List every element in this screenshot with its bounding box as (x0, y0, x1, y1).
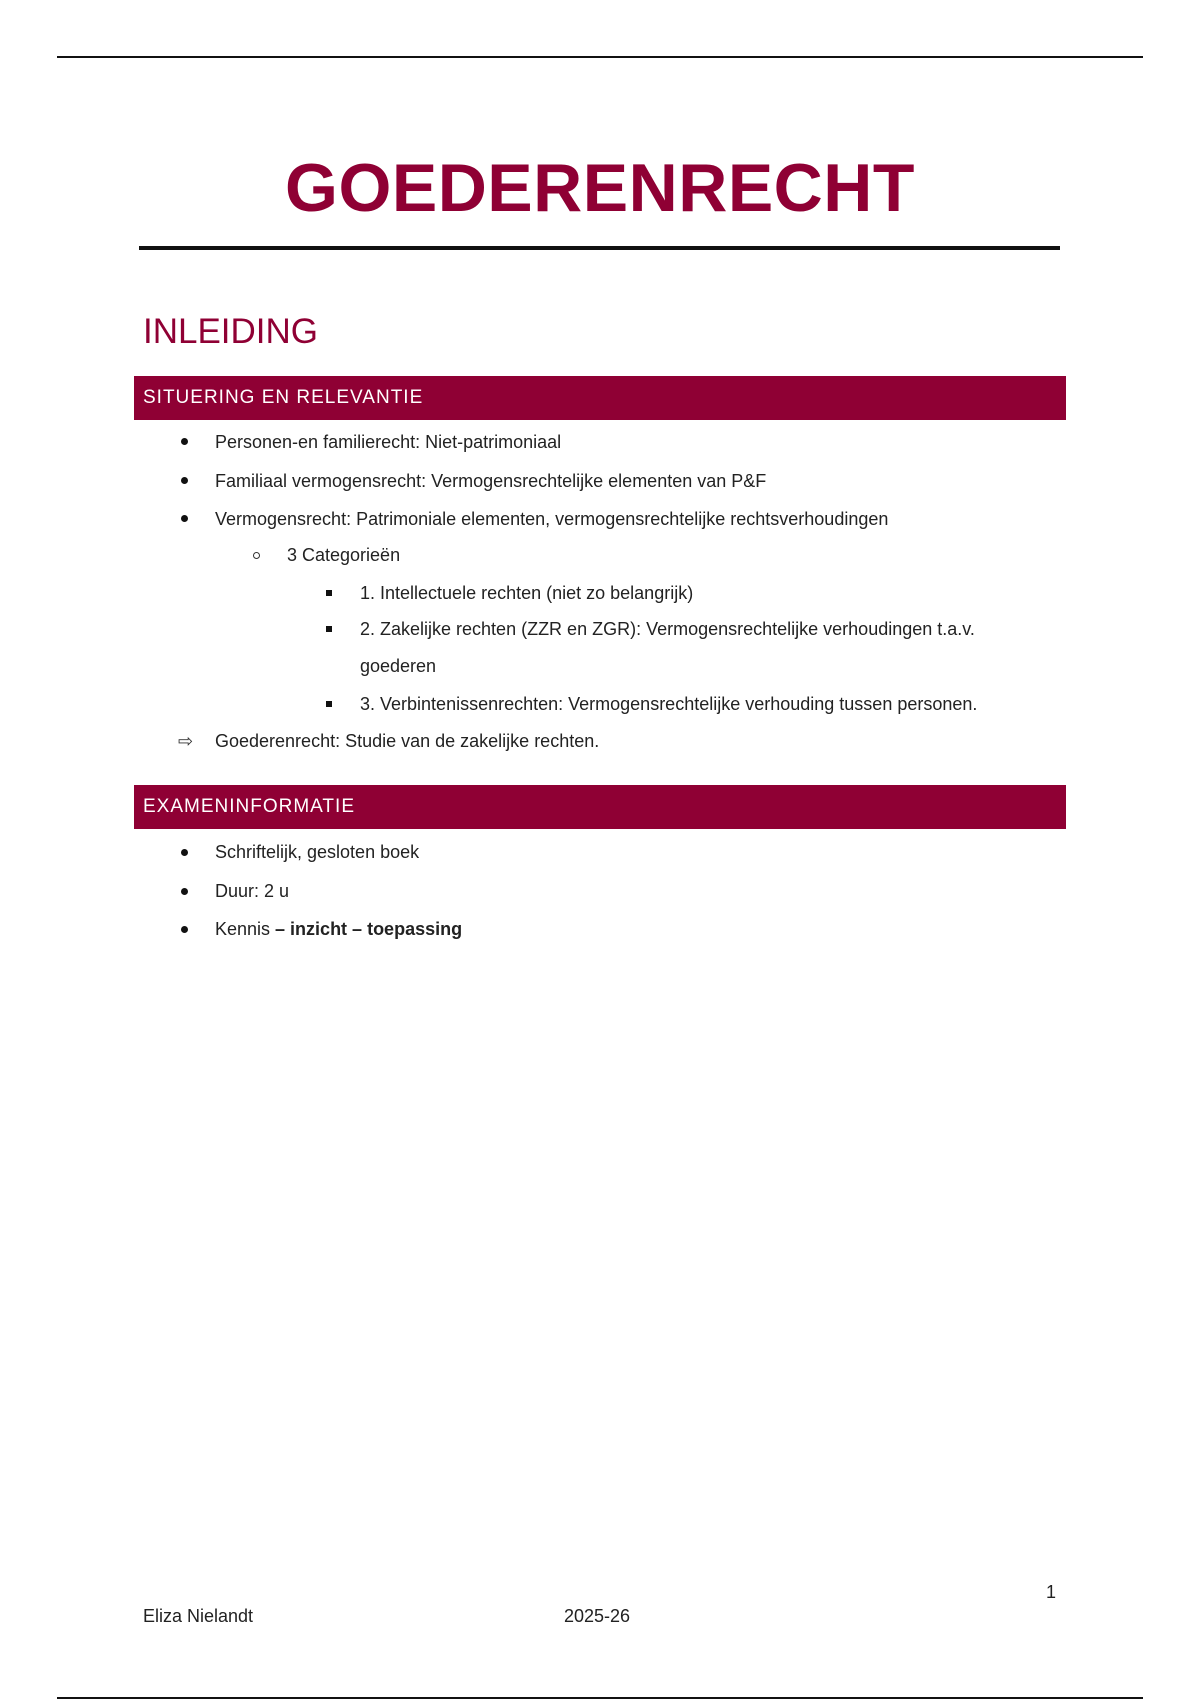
subsection-heading: SITUERING EN RELEVANTIE (143, 387, 424, 408)
list-item: Schriftelijk, gesloten boek (215, 842, 420, 862)
list-item (215, 917, 462, 941)
subsection-heading-band (134, 785, 1066, 829)
list-item: 1. Intellectuele rechten (niet zo belangrijk) (360, 583, 694, 603)
list-item: 2. Zakelijke rechten (ZZR en ZGR): Vermogensrechtelijke verhoudingen t.a.v. (360, 619, 975, 639)
bullet-square-icon (326, 626, 332, 632)
list-item: 3. Verbintenissenrechten: Vermogensrechtelijke verhouding tussen personen. (360, 694, 978, 714)
list-item: Duur: 2 u (215, 881, 290, 901)
footer-author: Eliza Nielandt (143, 1606, 254, 1626)
bullet-disc-icon (181, 515, 188, 522)
footer-year: 2025-26 (564, 1606, 631, 1626)
item-text-bold: – inzicht – toepassing (275, 919, 463, 939)
title-underline (139, 246, 1060, 250)
bullet-disc-icon (181, 926, 188, 933)
bullet-square-icon (326, 590, 332, 596)
section-heading: INLEIDING (143, 312, 319, 351)
list-item-continuation: goederen (360, 656, 437, 676)
arrow-right-icon: ⇨ (178, 731, 194, 751)
bullet-disc-icon (181, 438, 188, 445)
document-title: GOEDERENRECHT (285, 150, 915, 226)
list-item: Personen-en familierecht: Niet-patrimoniaal (215, 432, 562, 452)
list-item: Vermogensrecht: Patrimoniale elementen, vermogensrechtelijke rechtsverhoudingen (215, 509, 889, 529)
top-rule (57, 56, 1143, 58)
bullet-circle-icon (253, 552, 260, 559)
page-number: 1 (1046, 1582, 1057, 1602)
subsection-heading: EXAMENINFORMATIE (143, 796, 355, 817)
list-item: 3 Categorieën (287, 545, 401, 565)
item-text-plain: Kennis (215, 919, 276, 939)
subsection-heading-band (134, 376, 1066, 420)
list-item: Familiaal vermogensrecht: Vermogensrechtelijke elementen van P&F (215, 471, 767, 491)
bullet-disc-icon (181, 849, 188, 856)
bullet-disc-icon (181, 888, 188, 895)
conclusion-text: Goederenrecht: Studie van de zakelijke rechten. (215, 731, 600, 751)
bottom-rule (57, 1697, 1143, 1699)
bullet-square-icon (326, 701, 332, 707)
bullet-disc-icon (181, 477, 188, 484)
